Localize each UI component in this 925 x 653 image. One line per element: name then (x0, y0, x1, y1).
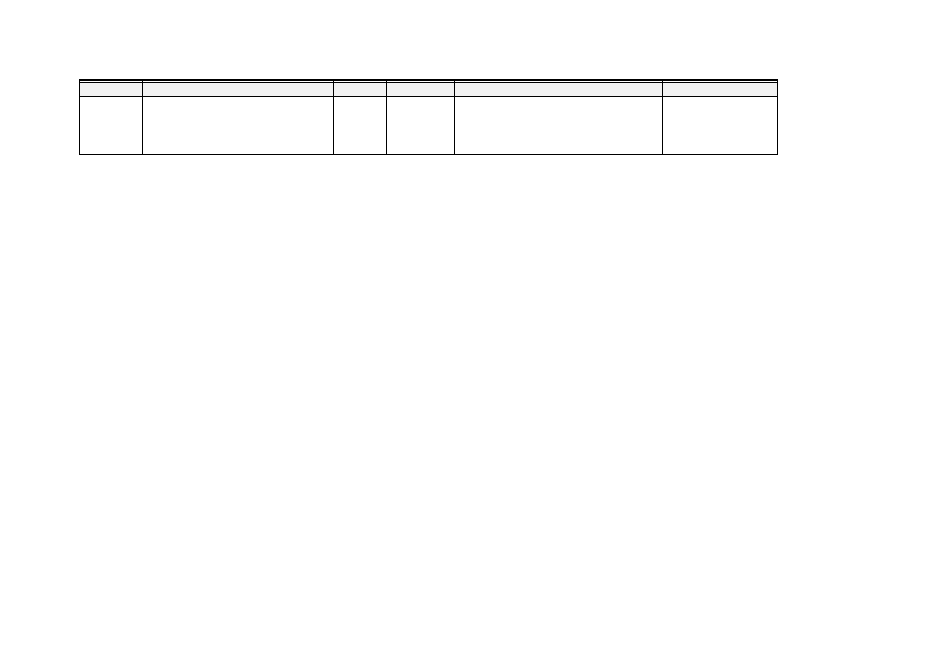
new-action-cell (387, 97, 455, 155)
strategy-wording (143, 97, 334, 155)
comments (663, 97, 778, 155)
action-numbers (334, 97, 387, 155)
last-group-block (80, 83, 778, 155)
table-row (80, 97, 778, 155)
strategy-number (80, 97, 143, 155)
action-wordings (455, 97, 663, 155)
spacer-row (80, 83, 778, 97)
strategy-comparison-table (79, 79, 778, 155)
